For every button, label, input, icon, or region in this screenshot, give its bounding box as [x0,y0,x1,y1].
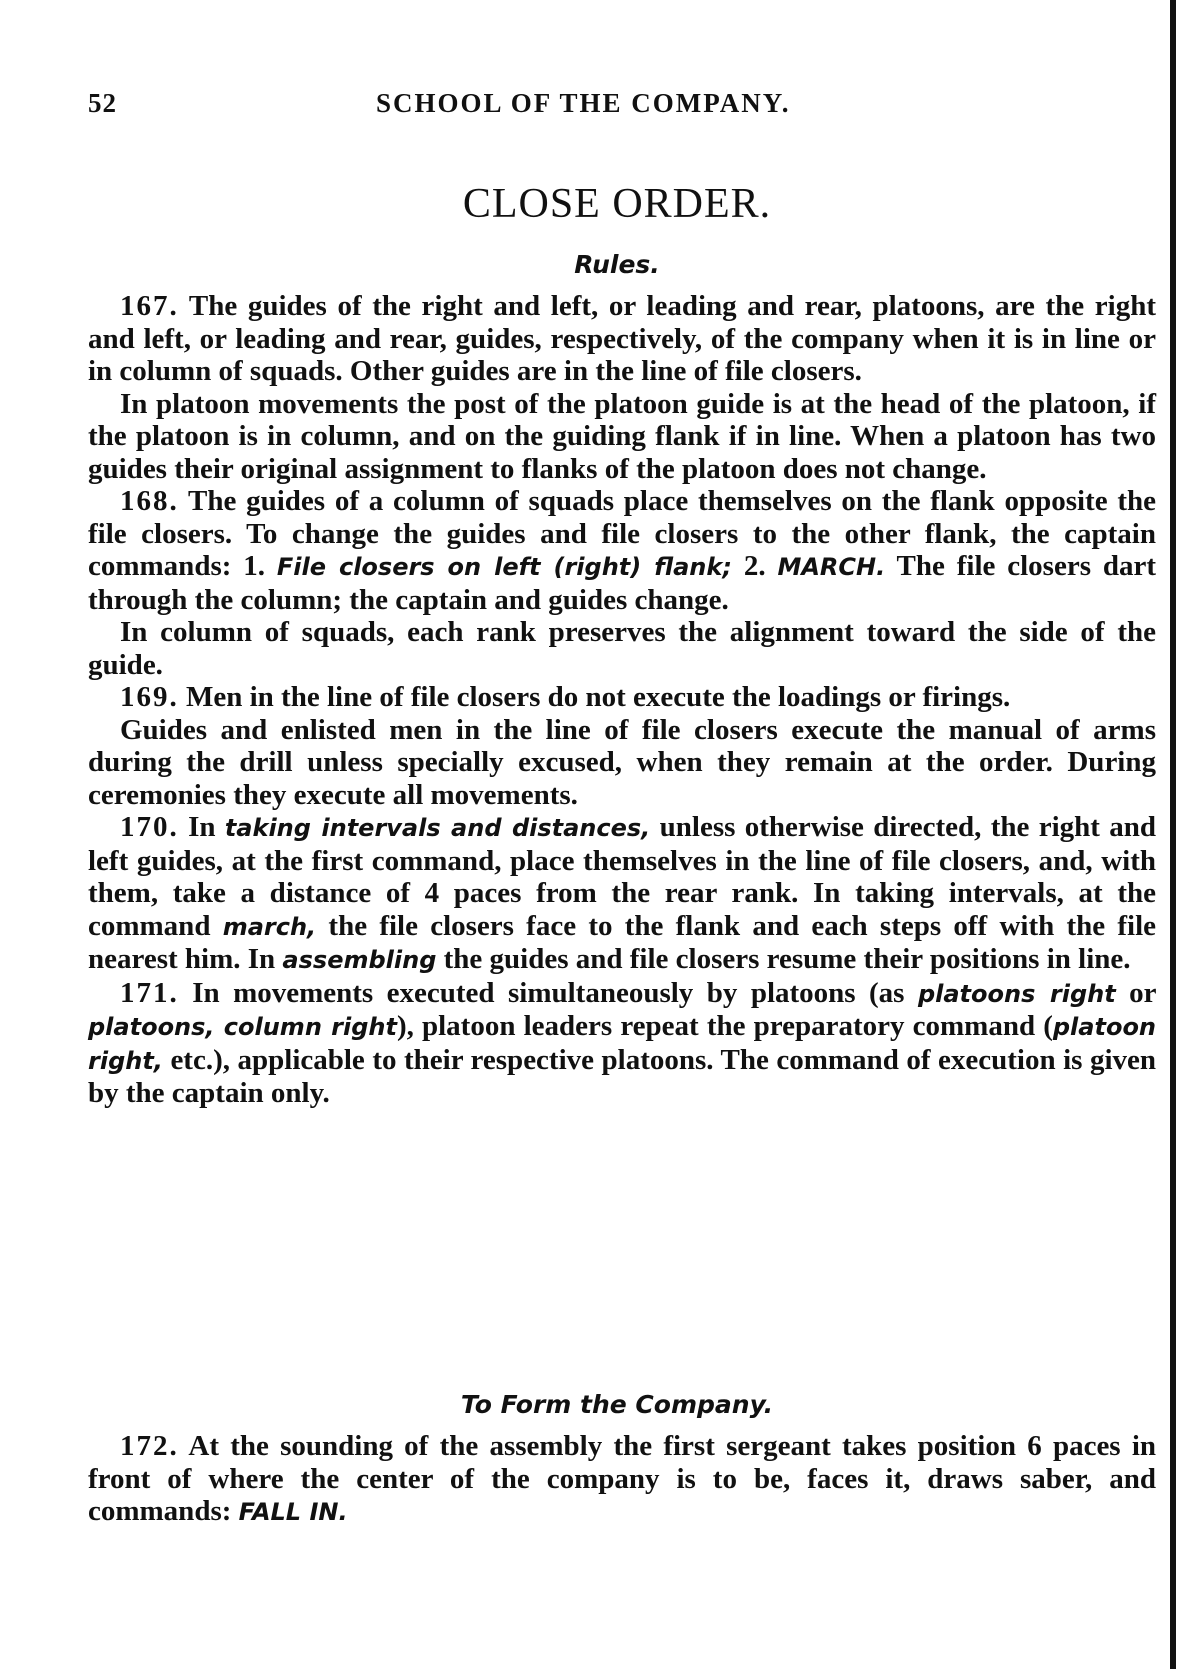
paragraph-text: or [1129,976,1157,1009]
paragraph-text: Guides and enlisted men in the line of file closers execute the manual of arms during the drill unless specially excused, when they remain at the order. During ceremonies they execute all movements. [88,713,1156,811]
running-title: SCHOOL OF THE COMPANY. [376,88,791,118]
paragraph-number: 167. [120,290,179,322]
paragraph-text: At the sounding of the assembly the first sergeant takes position 6 paces in front of where the center of the company is to be, faces it, draws saber, and commands: [88,1430,1157,1527]
paragraph-167-continued [88,388,1156,486]
paragraph-text: 2. [743,550,766,582]
paragraph-number: 171. [120,976,179,1009]
paragraph-text: The guides of the right and left, or leading and rear, platoons, are the right and left, or leading and rear, guides, respectively, of the company when it is in line or in column of squads. Other guides are in the line of file closers. [88,290,1157,387]
command-text: FALL IN. [238,1498,348,1526]
section-title: CLOSE ORDER. [462,181,772,227]
form-company-body [88,1430,1156,1529]
command-text: assembling [282,946,437,974]
rules-body [88,290,1156,1110]
paragraph-168-continued [88,616,1156,681]
paragraph-text: The guides of a column of squads place themselves on the flank opposite the file closers. To change the guides and file closers to the other flank, the captain commands: 1. [88,485,1156,582]
paragraph-168 [88,485,1156,616]
paragraph-169 [88,681,1156,714]
subhead-rules: Rules. [574,250,660,279]
command-text: platoons, column right [88,1013,397,1041]
paragraph-text: unless otherwise directed, the right and left guides, at the first command, place themselves in the line of file closers, and, with them, take a distance of 4 paces from the rear rank. In taking intervals, at the command [88,811,1157,942]
command-text: march, [222,912,317,941]
paragraph-text: the guides and file closers resume their positions in line. [443,943,1131,975]
paragraph-text: The file closers dart through the column; the captain and guides change. [88,550,1157,616]
paragraph-169-continued [88,714,1156,812]
paragraph-170 [88,811,1156,977]
paragraph-167 [88,290,1156,388]
paragraph-text: Men in the line of file closers do not execute the loadings or firings. [186,681,1011,713]
paragraph-number: 169. [120,681,179,713]
command-text: taking intervals and distances, [224,814,651,842]
paragraph-text: In platoon movements the post of the platoon guide is at the head of the platoon, if the platoon is in column, and on the guiding flank if in line. When a platoon has two guides their original assignment to flanks of the platoon does not change. [88,387,1156,485]
command-text: platoons right [917,979,1116,1008]
page-number: 52 [88,88,117,118]
command-text: File closers on left (right) flank; [276,553,732,581]
command-text: platoon right, [88,1013,1157,1075]
paragraph-number: 168. [120,485,179,517]
subhead-form-company: To Form the Company. [460,1390,774,1419]
paragraph-text: the file closers face to the flank and each steps off with the file nearest him. In [88,909,1157,975]
paragraph-text: In column of squads, each rank preserves the alignment toward the side of the guide. [88,616,1156,681]
running-head [88,88,1156,128]
command-text: MARCH. [777,553,886,581]
paragraph-text: etc.), applicable to their respective platoons. The command of execution is given by the captain only. [88,1043,1157,1109]
paragraph-text: In [188,811,216,843]
paragraph-number: 172. [120,1430,179,1462]
paragraph-number: 170. [120,811,179,843]
paragraph-text: In movements executed simultaneously by platoons (as [192,976,905,1009]
paragraph-172 [88,1430,1156,1529]
paragraph-171 [88,977,1156,1110]
paragraph-text: ), platoon leaders repeat the preparatory command ( [396,1010,1053,1042]
